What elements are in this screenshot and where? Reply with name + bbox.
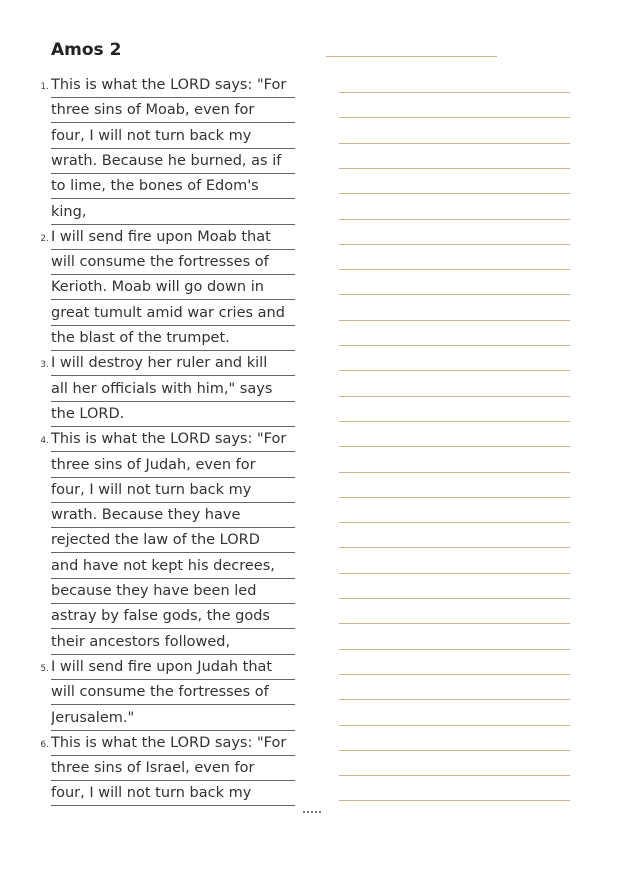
verse-text-line: four, I will not turn back my (51, 478, 295, 503)
verse-text-line: four, I will not turn back my (51, 124, 295, 149)
verse-text-line: king, (51, 200, 295, 225)
verse-number: 6. (40, 739, 49, 750)
verse-text-line: and have not kept his decrees, (51, 554, 295, 579)
writing-line (339, 193, 570, 194)
writing-line (339, 649, 570, 650)
verse-text-line: will consume the fortresses of (51, 680, 295, 705)
writing-line (339, 446, 570, 447)
verse-text-line: This is what the LORD says: "For (51, 731, 295, 756)
verse-text-line: Kerioth. Moab will go down in (51, 275, 295, 300)
verse-text-line: their ancestors followed, (51, 630, 295, 655)
writing-line (339, 244, 570, 245)
writing-line (339, 396, 570, 397)
verse-text-line: Jerusalem." (51, 706, 295, 731)
verse-number: 3. (40, 360, 49, 371)
verse-text-line: This is what the LORD says: "For (51, 73, 295, 98)
verse-number: 2. (40, 233, 49, 244)
writing-line (339, 143, 570, 144)
verse-text-line: to lime, the bones of Edom's (51, 174, 295, 199)
writing-line (339, 269, 570, 270)
writing-line (339, 370, 570, 371)
writing-line (339, 168, 570, 169)
verse-text-line: three sins of Moab, even for (51, 98, 295, 123)
writing-line (339, 219, 570, 220)
verse-text-line: This is what the LORD says: "For (51, 427, 295, 452)
writing-line (339, 345, 570, 346)
writing-line (339, 674, 570, 675)
writing-line (339, 522, 570, 523)
writing-line (339, 421, 570, 422)
writing-line (339, 497, 570, 498)
verse-number: 5. (40, 663, 49, 674)
writing-line (339, 472, 570, 473)
verse-text-line: I will destroy her ruler and kill (51, 351, 295, 376)
writing-line (339, 598, 570, 599)
writing-line (339, 800, 570, 801)
page-number-mark (303, 811, 321, 819)
page-title: Amos 2 (51, 40, 122, 60)
writing-line (339, 92, 570, 93)
verse-text-line: three sins of Judah, even for (51, 453, 295, 478)
writing-line (339, 750, 570, 751)
verse-number: 1. (40, 82, 49, 92)
writing-line (339, 699, 570, 700)
verse-text-line: great tumult amid war cries and (51, 301, 295, 326)
writing-line (339, 117, 570, 118)
verse-text-line: three sins of Israel, even for (51, 756, 295, 781)
verse-text-line: I will send fire upon Moab that (51, 225, 295, 250)
verse-text-line: the LORD. (51, 402, 295, 427)
writing-line (339, 294, 570, 295)
verse-text-line: all her officials with him," says (51, 377, 295, 402)
writing-line (339, 775, 570, 776)
writing-line (339, 547, 570, 548)
verse-text-line: wrath. Because he burned, as if (51, 149, 295, 174)
verse-text-line: the blast of the trumpet. (51, 326, 295, 351)
writing-line (339, 623, 570, 624)
verse-text-line: four, I will not turn back my (51, 781, 295, 806)
title-writing-line (326, 56, 497, 57)
verse-text-line: rejected the law of the LORD (51, 528, 295, 553)
writing-line (339, 320, 570, 321)
verse-text-line: astray by false gods, the gods (51, 604, 295, 629)
writing-line (339, 573, 570, 574)
verse-text-line: because they have been led (51, 579, 295, 604)
verse-text-line: will consume the fortresses of (51, 250, 295, 275)
verse-number: 4. (40, 436, 49, 447)
verse-text-line: I will send fire upon Judah that (51, 655, 295, 680)
verse-text-line: wrath. Because they have (51, 503, 295, 528)
writing-line (339, 725, 570, 726)
